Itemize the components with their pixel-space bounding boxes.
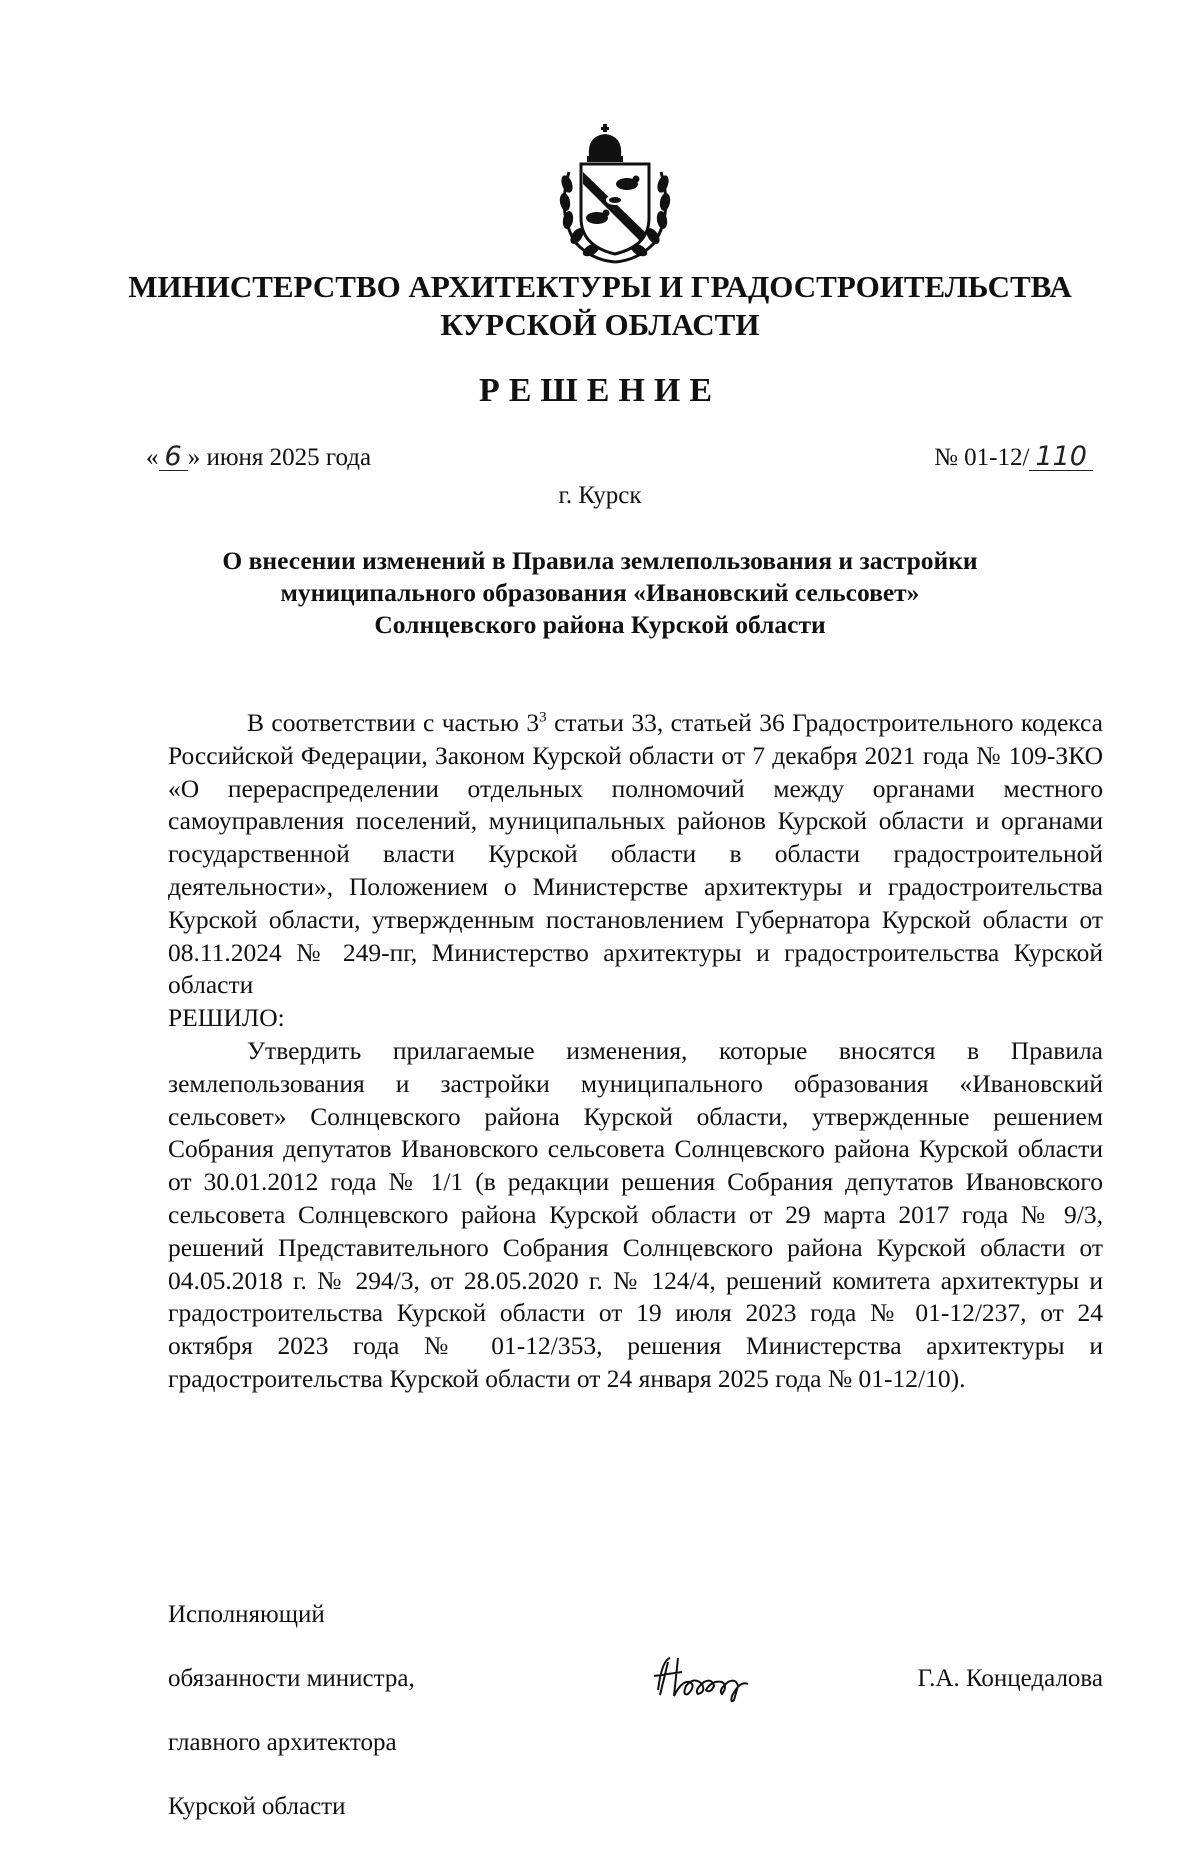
signer-position-line2: обязанности министра, <box>168 1665 415 1692</box>
body-paragraph-2: Утвердить прилагаемые изменения, которые вносятся в Правила землепользования и застройки муниципального образования «Ивановский сельсовет» Солнцевского района Курской области, утвержденные решением Собрания депутатов Ивановского сельсовета Солнцевского района Курской области от 30.01.2012 года № 1/1 (в редакции решения Собрания депутатов Ивановского сельсовета Солнцевского района Курской области от 29 марта 2017 года № 9/3, решений Представительного Собрания Солнцевского района Курской области от 04.05.2018 г. № 294/3, от 28.05.2020 г. № 124/4, решений комитета архитектуры и градостроительства Курской области от 19 июля 2023 года № 01-12/237, от 24 октября 2023 года № 01-12/353, решения Министерства архитектуры и градостроительства Курской области от 24 января 2025 года № 01-12/10). <box>168 1035 1103 1393</box>
document-date <box>146 441 372 472</box>
document-number-prefix: № 01-12/ <box>934 444 1030 471</box>
resolved-heading: РЕШИЛО: <box>168 1003 285 1033</box>
handwritten-signature <box>648 1650 798 1705</box>
body-p1-superscript: 3 <box>539 709 547 726</box>
subject-line2: муниципального образования «Ивановский сельсовет» <box>280 578 920 607</box>
signer-position <box>168 1567 415 1855</box>
subject-line1: О внесении изменений в Правила землепользования и застройки <box>222 546 978 575</box>
document-city: г. Курск <box>558 482 642 509</box>
ministry-title <box>100 268 1100 344</box>
date-month-year: » июня 2025 года <box>187 444 372 471</box>
document-type-heading: РЕШЕНИЕ <box>478 372 722 409</box>
subject-line3: Солнцевского района Курской области <box>374 610 826 639</box>
body-paragraph-1 <box>168 707 1103 1002</box>
date-open-quote: « <box>146 444 159 471</box>
date-day-handwritten: 6 <box>159 444 188 471</box>
document-number-handwritten: 110 <box>1029 444 1093 471</box>
signer-position-line3: главного архитектора <box>168 1729 397 1756</box>
signer-position-line1: Исполняющий <box>168 1601 325 1628</box>
coat-of-arms-emblem <box>555 122 675 267</box>
document-subject <box>150 545 1050 641</box>
signer-name: Г.А. Концедалова <box>917 1665 1103 1692</box>
document-body <box>168 707 1103 1396</box>
ministry-title-line2: КУРСКОЙ ОБЛАСТИ <box>440 307 760 342</box>
body-p1-start: В соответствии с частью 3 <box>247 708 540 737</box>
signer-position-line4: Курской области <box>168 1793 346 1820</box>
ministry-title-line1: МИНИСТЕРСТВО АРХИТЕКТУРЫ И ГРАДОСТРОИТЕЛЬСТВА <box>128 269 1072 304</box>
document-number <box>934 441 1093 472</box>
body-p1-rest: статьи 33, статьей 36 Градостроительного кодекса Российской Федерации, Законом Курской области от 7 декабря 2021 года № 109-ЗКО «О перераспределении отдельных полномочий между органами местного самоуправления поселений, муниципальных районов Курской области и органами государственной власти Курской области в области градостроительной деятельности», Положением о Министерстве архитектуры и градостроительства Курской области, утвержденным постановлением Губернатора Курской области от 08.11.2024 № 249-пг, Министерство архитектуры и градостроительства Курской области <box>168 708 1103 1000</box>
